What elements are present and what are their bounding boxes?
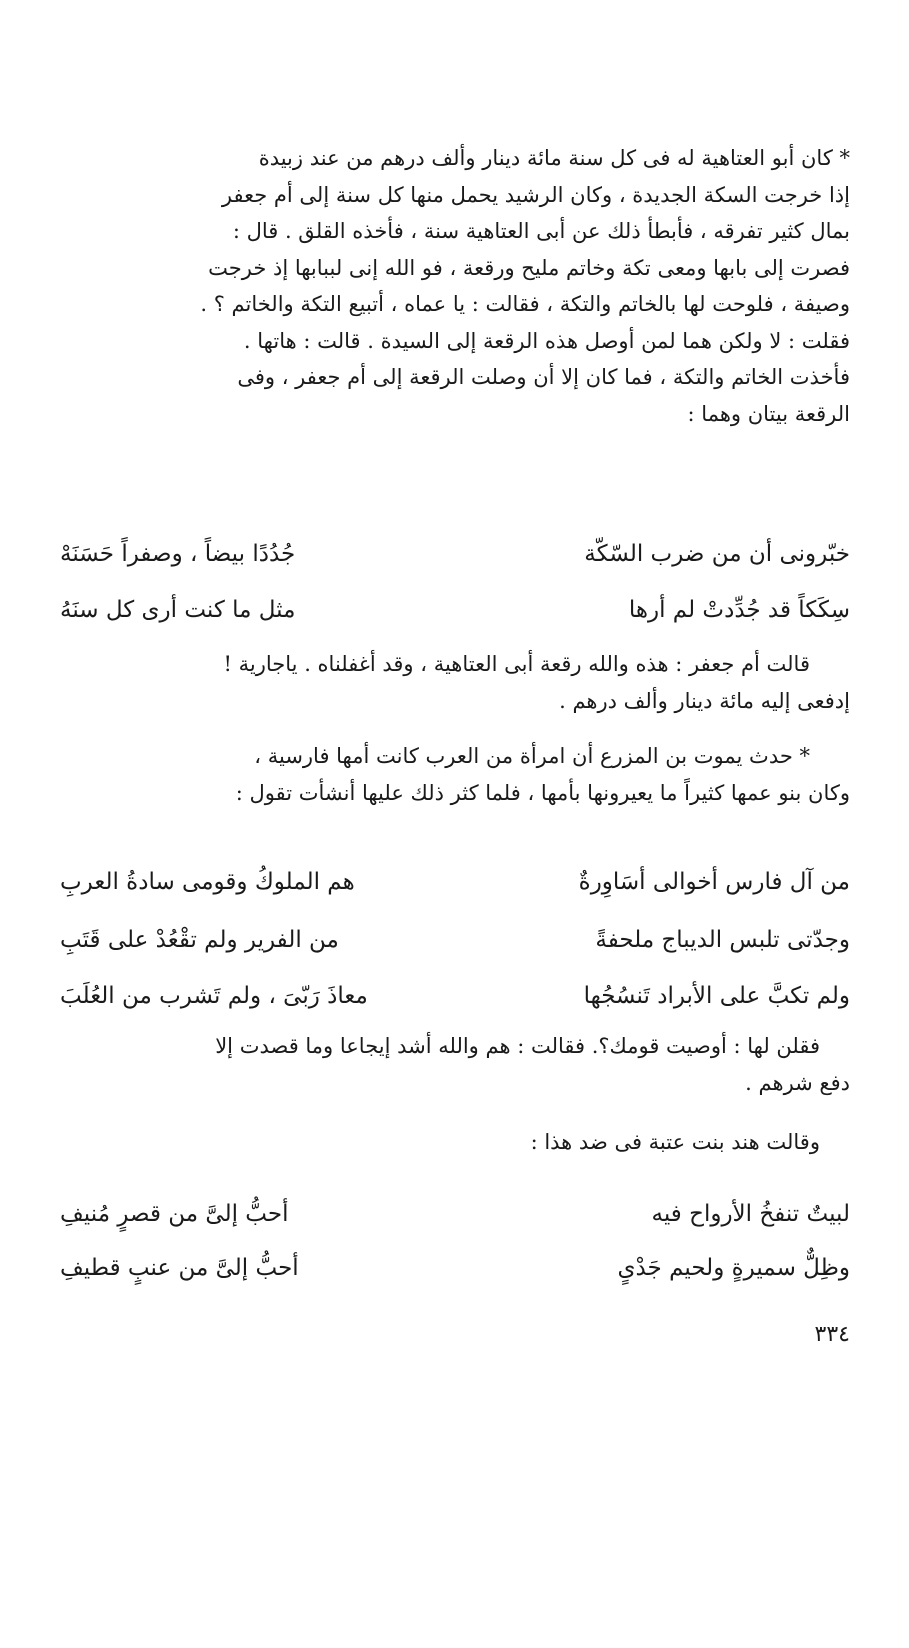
- paragraph-yamut: [60, 738, 850, 811]
- verse-second-hemistich: أحبُّ إلىَّ من عنبٍ قطيفِ: [60, 1255, 299, 1281]
- text-line: وقالت هند بنت عتبة فى ضد هذا :: [530, 1130, 820, 1154]
- verse-first-hemistich: وظِلٌّ سميرةٍ ولحيم جَدْىٍ: [617, 1255, 850, 1281]
- text-line: إذا خرجت السكة الجديدة ، وكان الرشيد يحمل منها كل سنة إلى أم جعفر: [221, 182, 850, 207]
- verse-line: [60, 920, 850, 960]
- text-line: قالت أم جعفر : هذه والله رقعة أبى العتاهية ، وقد أغفلناه . ياجارية !: [223, 652, 810, 676]
- page-number-text: ٣٣٤: [814, 1322, 850, 1347]
- verse-line: [60, 590, 850, 630]
- text-line: فقلت : لا ولكن هما لمن أوصل هذه الرقعة إلى السيدة . قالت : هاتها .: [243, 328, 850, 353]
- text-line: بمال كثير تفرقه ، فأبطأ ذلك عن أبى العتاهية سنة ، فأخذه القلق . قال :: [232, 219, 850, 243]
- verse-second-hemistich: أحبُّ إلىَّ من قصرٍ مُنيفِ: [60, 1201, 289, 1227]
- verse-second-hemistich: مثل ما كنت أرى كل سنَهُ: [60, 597, 296, 623]
- text-line: وصيفة ، فلوحت لها بالخاتم والتكة ، فقالت : يا عماه ، أتبيع التكة والخاتم ؟ .: [200, 292, 850, 316]
- paragraph-abu-alatahiya: [60, 140, 850, 432]
- verse-line: [60, 976, 850, 1016]
- text-line: فقلن لها : أوصيت قومك؟. فقالت : هم والله أشد إيجاعا وما قصدت إلا: [215, 1034, 820, 1058]
- verse-first-hemistich: خبّرونى أن من ضرب السّكّة: [584, 541, 850, 567]
- page-number: [60, 1322, 850, 1347]
- verse-second-hemistich: جُدُدًا بيضاً ، وصفراً حَسَنَهْ: [60, 541, 296, 567]
- paragraph-hind: [60, 1124, 850, 1161]
- verse-second-hemistich: من الفرير ولم تقْعُدْ على قَتَبِ: [60, 927, 339, 953]
- text-line: فصرت إلى بابها ومعى تكة وخاتم مليح ورقعة ، فو الله إنى لببابها إذ خرجت: [208, 255, 850, 280]
- verse-line: [60, 534, 850, 574]
- verse-second-hemistich: معاذَ رَبّىَ ، ولم تَشرب من العُلَبَ: [60, 983, 368, 1009]
- verse-line: [60, 862, 850, 902]
- verse-first-hemistich: ولم تكبَّ على الأبراد تَنسُجُها: [583, 983, 850, 1009]
- verse-first-hemistich: سِكَكاً قد جُدِّدتْ لم أرها: [628, 597, 850, 623]
- text-line: * كان أبو العتاهية له فى كل سنة مائة دينار وألف درهم من عند زبيدة: [258, 146, 850, 170]
- book-page: [60, 0, 850, 1648]
- text-line: وكان بنو عمها كثيراً ما يعيرونها بأمها ، فلما كثر ذلك عليها أنشأت تقول :: [235, 780, 850, 805]
- verse-second-hemistich: هم الملوكُ وقومى سادةُ العربِ: [60, 869, 355, 895]
- verse-line: [60, 1194, 850, 1234]
- text-line: دفع شرهم .: [745, 1070, 850, 1095]
- verse-first-hemistich: لبيتٌ تنفخُ الأرواح فيه: [651, 1201, 850, 1227]
- text-line: إدفعى إليه مائة دينار وألف درهم .: [559, 688, 850, 713]
- verse-first-hemistich: من آل فارس أخوالى أسَاوِرةٌ: [578, 869, 850, 895]
- verse-first-hemistich: وجدّتى تلبس الديباج ملحفةً: [595, 927, 850, 953]
- paragraph-reply: [60, 1028, 850, 1101]
- text-line: * حدث يموت بن المزرع أن امرأة من العرب كانت أمها فارسية ،: [254, 744, 810, 768]
- text-line: فأخذت الخاتم والتكة ، فما كان إلا أن وصلت الرقعة إلى أم جعفر ، وفى: [237, 365, 850, 389]
- verse-line: [60, 1248, 850, 1288]
- paragraph-umm-jafar: [60, 646, 850, 719]
- text-line: الرقعة بيتان وهما :: [687, 401, 850, 426]
